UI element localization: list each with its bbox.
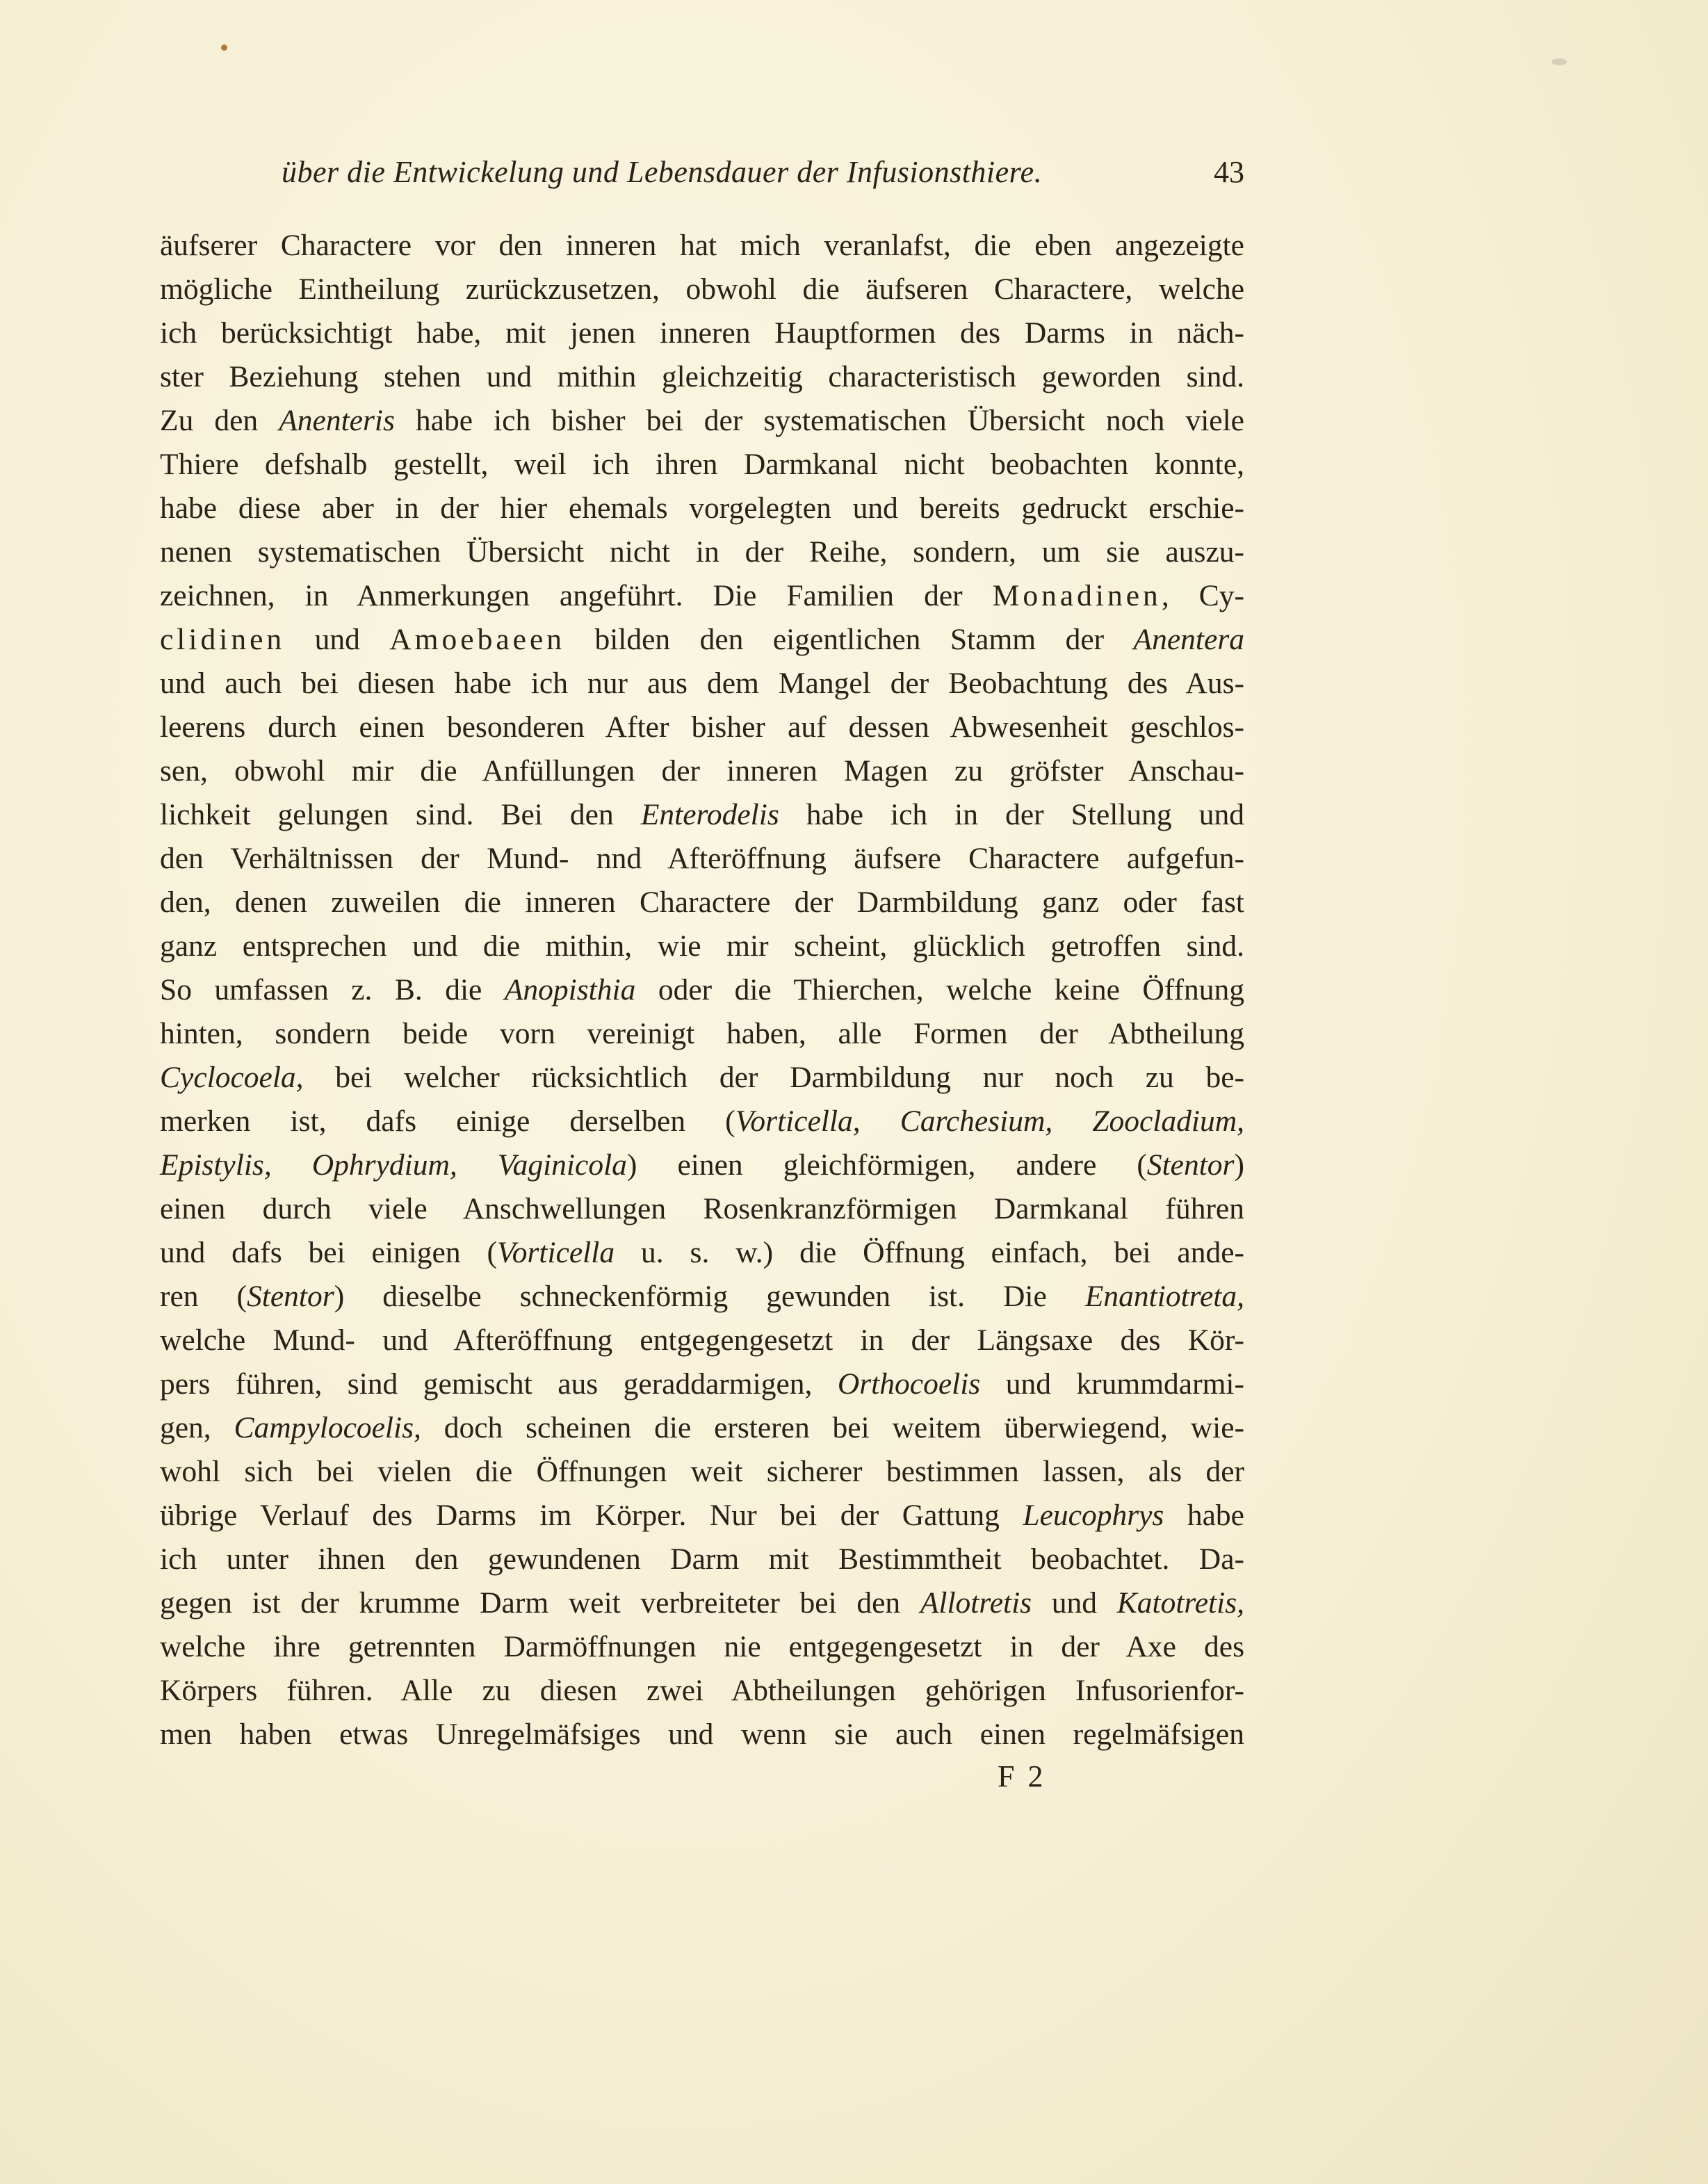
text-run: ster Beziehung stehen und mithin gleichzeitig characteristisch geworden sind.	[160, 360, 1244, 393]
text-run: mögliche Eintheilung zurückzusetzen, obwohl die äufseren Charactere, welche	[160, 272, 1244, 306]
text-line	[160, 618, 1244, 662]
text-line	[160, 487, 1244, 530]
text-line	[160, 749, 1244, 793]
italic-taxon-name: Anopisthia	[504, 973, 636, 1007]
text-line	[160, 224, 1244, 268]
italic-taxon-name: Allotretis	[920, 1586, 1032, 1620]
text-line	[160, 1625, 1244, 1669]
italic-taxon-name: Orthocoelis	[837, 1367, 981, 1401]
text-line	[160, 1713, 1244, 1757]
ink-spot-mark	[221, 44, 227, 51]
italic-taxon-name: Enantiotreta,	[1084, 1280, 1244, 1313]
text-run: Körpers führen. Alle zu diesen zwei Abtheilungen gehörigen Infusorienfor-	[160, 1674, 1244, 1707]
text-run: habe ich bisher bei der systematischen Übersicht noch viele	[394, 404, 1244, 437]
text-run: einen durch viele Anschwellungen Rosenkranzförmigen Darmkanal führen	[160, 1192, 1244, 1225]
text-line	[160, 1450, 1244, 1494]
text-line	[160, 1143, 1244, 1187]
text-run: merken ist, dafs einige derselben (	[160, 1105, 735, 1138]
signature-mark: F 2	[998, 1759, 1046, 1793]
text-line	[160, 1100, 1244, 1143]
page-number: 43	[1214, 155, 1244, 189]
text-run: habe diese aber in der hier ehemals vorgelegten und bereits gedruckt erschie-	[160, 491, 1244, 525]
text-run: So umfassen z. B. die	[160, 973, 505, 1007]
italic-taxon-name: Vorticella	[496, 1236, 615, 1269]
text-run: leerens durch einen besonderen After bisher auf dessen Abwesenheit geschlos-	[160, 710, 1244, 744]
text-run: wohl sich bei vielen die Öffnungen weit sicherer bestimmen lassen, als der	[160, 1455, 1244, 1488]
text-run: lichkeit gelungen sind. Bei den	[160, 798, 641, 831]
text-run: übrige Verlauf des Darms im Körper. Nur bei der Gattung	[160, 1499, 1023, 1532]
italic-taxon-name: Anenteris	[279, 404, 395, 437]
text-run: gegen ist der krumme Darm weit verbreiteter bei den	[160, 1586, 920, 1620]
text-line	[160, 574, 1244, 618]
text-run: zeichnen, in Anmerkungen angeführt. Die Familien der	[160, 579, 993, 612]
body-text	[160, 224, 1244, 1757]
text-line	[160, 1669, 1244, 1713]
page-header	[160, 154, 1244, 203]
text-line	[160, 311, 1244, 355]
italic-taxon-name: Vorticella, Carchesium, Zoocladium,	[735, 1105, 1245, 1138]
italic-taxon-name: Katotretis,	[1116, 1586, 1245, 1620]
text-line	[160, 1012, 1244, 1056]
italic-taxon-name: Leucophrys	[1023, 1499, 1164, 1532]
text-run: doch scheinen die ersteren bei weitem überwiegend, wie-	[421, 1411, 1244, 1444]
text-run: gen,	[160, 1411, 234, 1444]
text-run: welche Mund- und Afteröffnung entgegengesetzt in der Längsaxe des Kör-	[160, 1323, 1244, 1357]
text-run: )	[1234, 1148, 1244, 1182]
text-run: men haben etwas Unregelmäfsiges und wenn sie auch einen regelmäfsigen	[160, 1718, 1244, 1751]
text-run: nenen systematischen Übersicht nicht in der Reihe, sondern, um sie auszu-	[160, 535, 1244, 569]
italic-taxon-name: Cyclocoela,	[160, 1061, 304, 1094]
text-run: , Cy-	[1161, 579, 1244, 612]
text-line	[160, 881, 1244, 924]
text-line	[160, 837, 1244, 881]
italic-taxon-name: Epistylis, Ophrydium, Vaginicola	[160, 1148, 627, 1182]
text-line	[160, 1406, 1244, 1450]
text-run: und krummdarmi-	[980, 1367, 1244, 1401]
text-line	[160, 399, 1244, 443]
text-run: habe ich in der Stellung und	[779, 798, 1244, 831]
text-run: pers führen, sind gemischt aus geraddarmigen,	[160, 1367, 838, 1401]
paper-blemish-mark	[1552, 58, 1567, 65]
text-line	[160, 1056, 1244, 1100]
text-line	[160, 530, 1244, 574]
running-title: über die Entwickelung und Lebensdauer der Infusionsthiere.	[282, 155, 1043, 189]
text-run: oder die Thierchen, welche keine Öffnung	[635, 973, 1244, 1007]
spaced-family-name: Amoebaeen	[389, 623, 565, 656]
text-line	[160, 355, 1244, 399]
text-run: Thiere defshalb gestellt, weil ich ihren Darmkanal nicht beobachten konnte,	[160, 448, 1244, 481]
text-run: und	[1032, 1586, 1117, 1620]
text-run: ganz entsprechen und die mithin, wie mir scheint, glücklich getroffen sind.	[160, 929, 1244, 963]
text-run: Zu den	[160, 404, 279, 437]
text-line	[160, 1319, 1244, 1362]
text-run: ich berücksichtigt habe, mit jenen inneren Hauptformen des Darms in näch-	[160, 316, 1244, 350]
text-run: und dafs bei einigen (	[160, 1236, 497, 1269]
text-run: sen, obwohl mir die Anfüllungen der inneren Magen zu gröfster Anschau-	[160, 754, 1244, 788]
text-line	[160, 706, 1244, 749]
text-run: welche ihre getrennten Darmöffnungen nie entgegengesetzt in der Axe des	[160, 1630, 1244, 1663]
text-line	[160, 924, 1244, 968]
text-line	[160, 662, 1244, 706]
text-line	[160, 1538, 1244, 1581]
text-line	[160, 443, 1244, 487]
text-line	[160, 1581, 1244, 1625]
text-run: ) einen gleichförmigen, andere (	[626, 1148, 1147, 1182]
text-line	[160, 1275, 1244, 1319]
text-run: bilden den eigentlichen Stamm der	[565, 623, 1134, 656]
spaced-family-name: clidinen	[160, 623, 286, 656]
text-run: u. s. w.) die Öffnung einfach, bei ande-	[615, 1236, 1244, 1269]
italic-taxon-name: Enterodelis	[640, 798, 779, 831]
text-run: äufserer Charactere vor den inneren hat mich veranlafst, die eben angezeigte	[160, 229, 1244, 262]
text-run: ren (	[160, 1280, 247, 1313]
text-run: ) dieselbe schneckenförmig gewunden ist. Die	[334, 1280, 1085, 1313]
text-line	[160, 1187, 1244, 1231]
text-line	[160, 793, 1244, 837]
text-line	[160, 1231, 1244, 1275]
text-run: bei welcher rücksichtlich der Darmbildung nur noch zu be-	[303, 1061, 1244, 1094]
text-run: habe	[1164, 1499, 1244, 1532]
italic-taxon-name: Stentor	[1146, 1148, 1235, 1182]
text-run: hinten, sondern beide vorn vereinigt haben, alle Formen der Abtheilung	[160, 1017, 1244, 1050]
text-run: ich unter ihnen den gewundenen Darm mit Bestimmtheit beobachtet. Da-	[160, 1542, 1244, 1576]
italic-taxon-name: Anentera	[1133, 623, 1244, 656]
text-run: und auch bei diesen habe ich nur aus dem Mangel der Beobachtung des Aus-	[160, 667, 1244, 700]
text-line	[160, 1362, 1244, 1406]
text-run: den Verhältnissen der Mund- nnd Afteröffnung äufsere Charactere aufgefun-	[160, 842, 1244, 875]
text-run: und	[285, 623, 390, 656]
text-line	[160, 268, 1244, 311]
text-line	[160, 968, 1244, 1012]
italic-taxon-name: Campylocoelis,	[234, 1411, 421, 1444]
italic-taxon-name: Stentor	[247, 1280, 334, 1313]
text-run: den, denen zuweilen die inneren Charactere der Darmbildung ganz oder fast	[160, 886, 1244, 919]
text-line	[160, 1494, 1244, 1538]
spaced-family-name: Monadinen	[992, 579, 1162, 612]
